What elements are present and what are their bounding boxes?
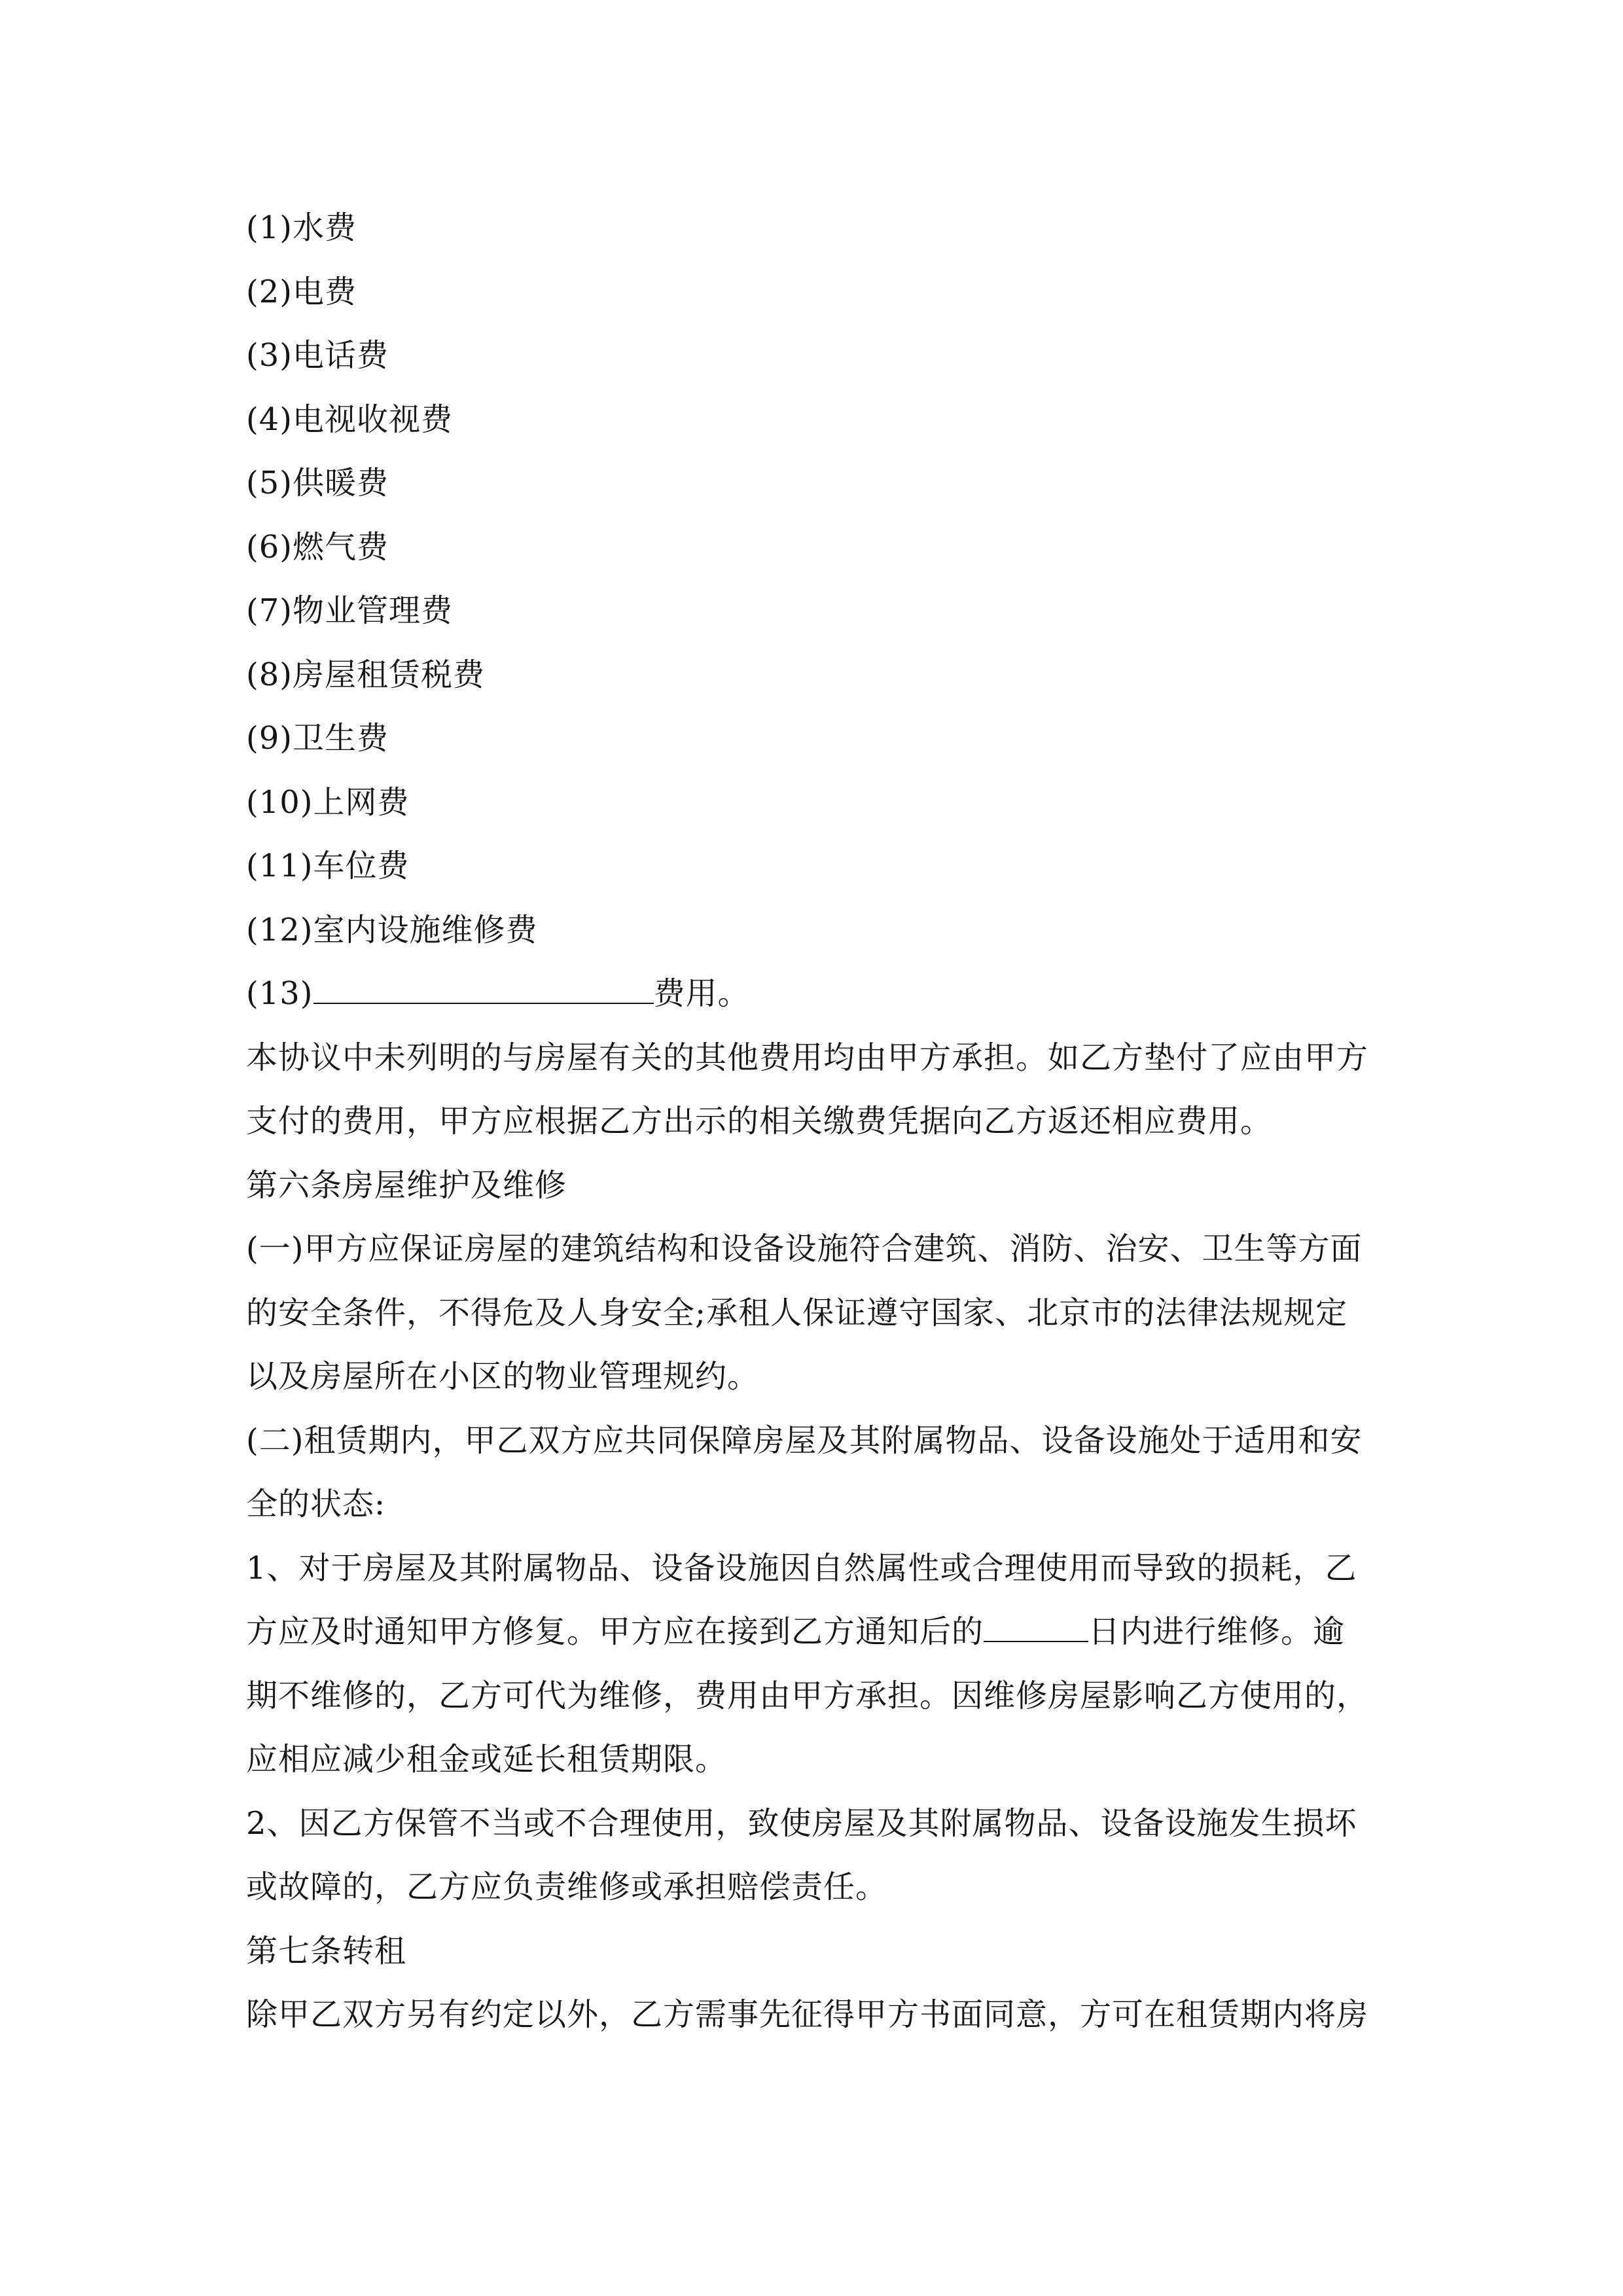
paragraph-line: 全的状态: — [246, 1486, 386, 1522]
paragraph-line-with-blank — [246, 1600, 1378, 1664]
fee-item: (2)电费 — [246, 273, 357, 310]
paragraph-line: 2、因乙方保管不当或不合理使用，致使房屋及其附属物品、设备设施发生损坏 — [246, 1804, 1357, 1842]
article-7-title: 第七条转租 — [246, 1932, 407, 1969]
paragraph-line: (一)甲方应保证房屋的建筑结构和设备设施符合建筑、消防、治安、卫生等方面 — [246, 1230, 1363, 1267]
paragraph-line: 本协议中未列明的与房屋有关的其他费用均由甲方承担。如乙方垫付了应由甲方 — [246, 1039, 1369, 1076]
fee-item: (10)上网费 — [246, 783, 410, 821]
document-body — [246, 196, 1378, 2047]
fee-item-13-prefix: (13) — [246, 975, 313, 1012]
paragraph-line: 应相应减少租金或延长租赁期限。 — [246, 1741, 728, 1778]
fee-item: (9)卫生费 — [246, 720, 389, 757]
paragraph-line: 的安全条件，不得危及人身安全;承租人保证遵守国家、北京市的法律法规规定 — [246, 1294, 1348, 1331]
paragraph-line: 或故障的，乙方应负责维修或承担赔偿责任。 — [246, 1869, 888, 1905]
paragraph-line: 期不维修的，乙方可代为维修，费用由甲方承担。因维修房屋影响乙方使用的， — [246, 1677, 1369, 1714]
fee-item: (12)室内设施维修费 — [246, 911, 538, 948]
fill-in-blank-repair-days[interactable] — [984, 1611, 1088, 1642]
paragraph-line: (二)租赁期内，甲乙双方应共同保障房屋及其附属物品、设备设施处于适用和安 — [246, 1422, 1363, 1459]
paragraph-line: 支付的费用，甲方应根据乙方出示的相关缴费凭据向乙方返还相应费用。 — [246, 1103, 1273, 1139]
article-6-title: 第六条房屋维护及维修 — [246, 1166, 567, 1204]
paragraph-line: 以及房屋所在小区的物业管理规约。 — [246, 1358, 760, 1395]
fee-item: (4)电视收视费 — [246, 401, 453, 438]
fee-item: (3)电话费 — [246, 337, 389, 374]
paragraph-line: 除甲乙双方另有约定以外，乙方需事先征得甲方书面同意，方可在租赁期内将房 — [246, 1996, 1369, 2033]
fee-item: (5)供暖费 — [246, 465, 389, 501]
paragraph-line: 1、对于房屋及其附属物品、设备设施因自然属性或合理使用而导致的损耗，乙 — [246, 1549, 1357, 1587]
fee-item: (8)房屋租赁税费 — [246, 656, 485, 693]
repair-notice-suffix: 日内进行维修。逾 — [1088, 1613, 1346, 1650]
fee-item: (1)水费 — [246, 209, 357, 246]
fee-item-13 — [246, 962, 1378, 1026]
fee-item: (7)物业管理费 — [246, 592, 453, 629]
fill-in-blank-fee-name[interactable] — [313, 973, 654, 1004]
fee-item: (11)车位费 — [246, 848, 410, 884]
repair-notice-prefix: 方应及时通知甲方修复。甲方应在接到乙方通知后的 — [246, 1613, 984, 1650]
fee-item-13-suffix: 费用。 — [653, 975, 750, 1012]
fee-item: (6)燃气费 — [246, 528, 389, 565]
